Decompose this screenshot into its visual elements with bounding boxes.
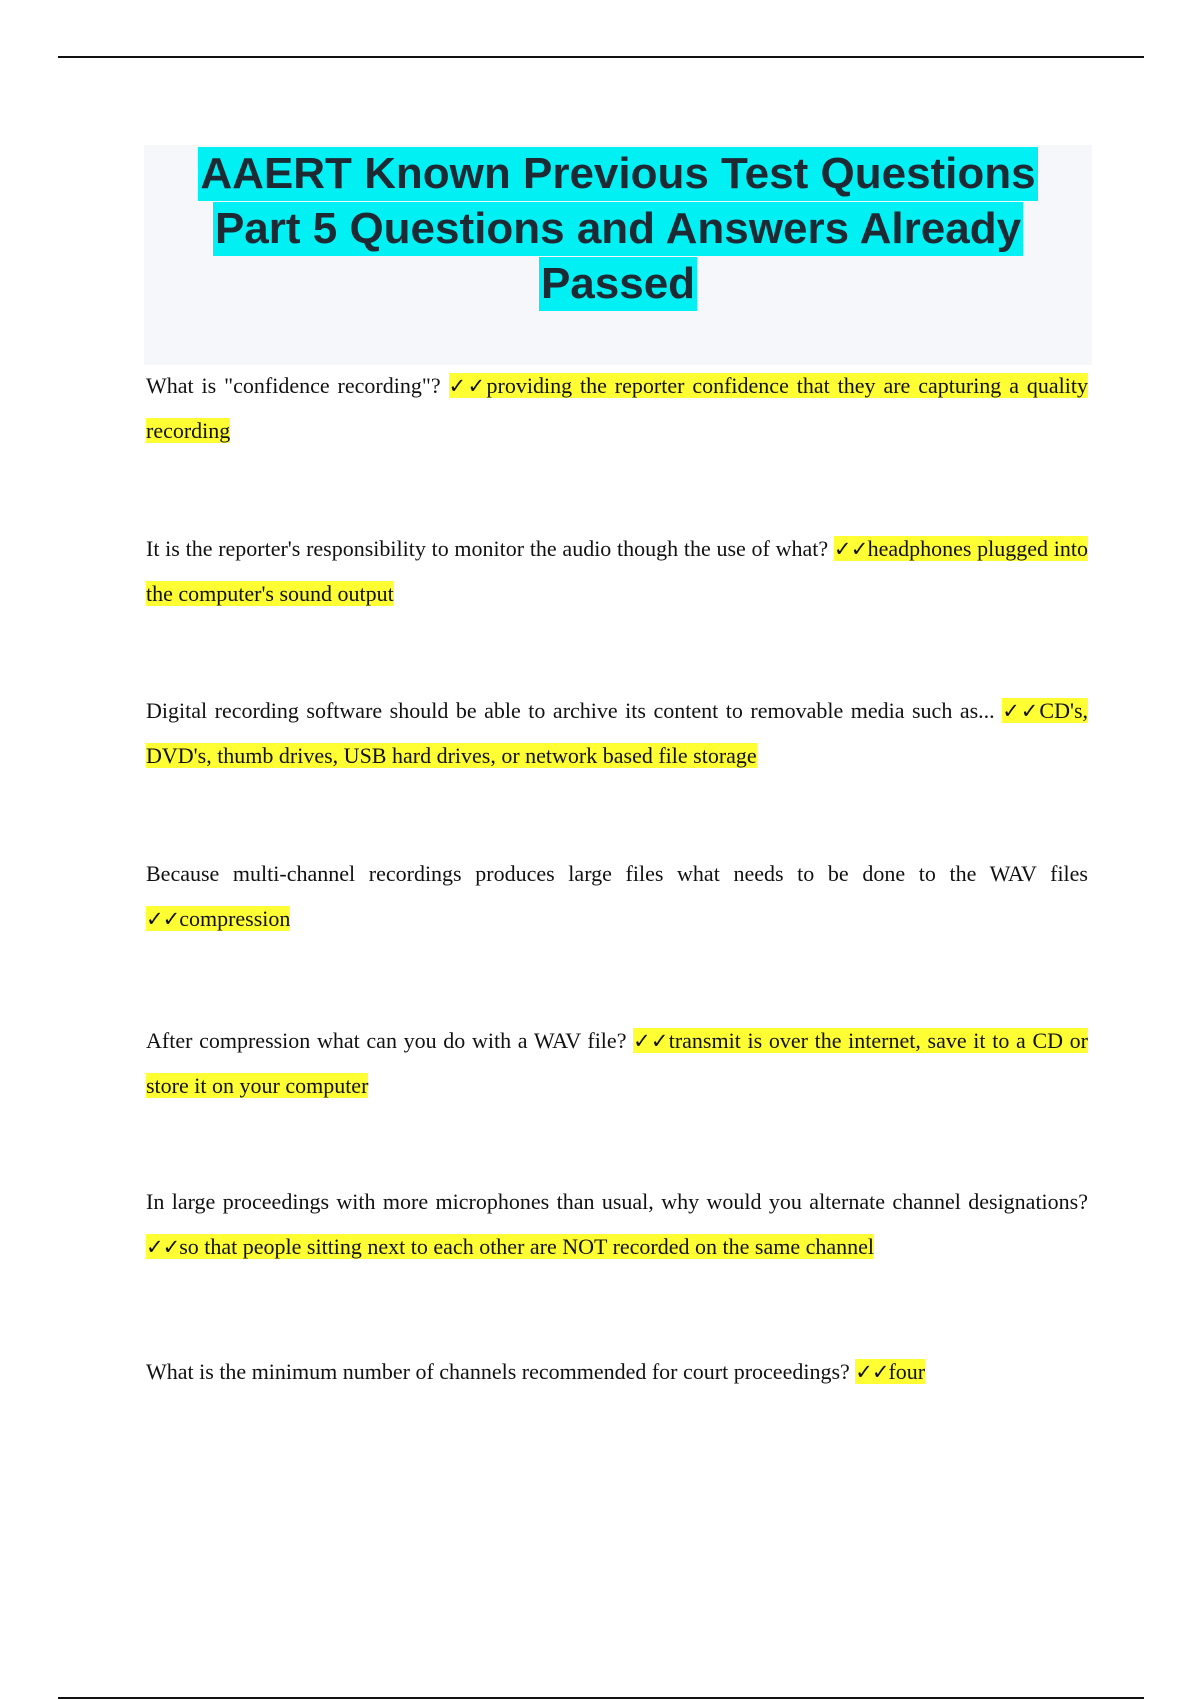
answer-text: ✓✓four — [855, 1359, 926, 1384]
top-rule — [58, 56, 1144, 58]
qa-item-6 — [146, 1180, 1088, 1269]
qa-item-4 — [146, 852, 1088, 941]
double-check-icon: ✓✓ — [448, 374, 487, 398]
question-text: After compression what can you do with a WAV file? — [146, 1028, 627, 1053]
qa-item-1 — [146, 364, 1088, 453]
bottom-rule — [58, 1697, 1144, 1699]
double-check-icon: ✓✓ — [146, 906, 180, 931]
answer-text: ✓✓transmit is over the internet, save it to a CD or store it on your computer — [146, 1028, 1089, 1098]
document-title-line-1: AAERT Known Previous Test Questions — [198, 147, 1037, 201]
answer-text: ✓✓headphones plugged into the computer's sound output — [146, 536, 1088, 606]
question-text: It is the reporter's responsibility to monitor the audio though the use of what? — [146, 536, 829, 561]
document-title-line-3: Passed — [539, 257, 697, 311]
answer-text: ✓✓so that people sitting next to each other are NOT recorded on the same channel — [146, 1233, 874, 1259]
question-text: What is the minimum number of channels recommended for court proceedings? — [146, 1359, 850, 1384]
qa-item-7 — [146, 1350, 1088, 1395]
double-check-icon: ✓✓ — [833, 537, 868, 561]
qa-item-5 — [146, 1019, 1088, 1108]
double-check-icon: ✓✓ — [1002, 699, 1040, 723]
double-check-icon: ✓✓ — [633, 1029, 669, 1053]
question-text: Digital recording software should be able to archive its content to removable media such as... — [146, 698, 995, 723]
question-text: In large proceedings with more microphones than usual, why would you alternate channel designations? — [146, 1189, 1088, 1214]
qa-item-3 — [146, 689, 1088, 778]
document-title-block — [144, 145, 1092, 365]
answer-text: ✓✓CD's, DVD's, thumb drives, USB hard drives, or network based file storage — [146, 698, 1089, 768]
qa-item-2 — [146, 527, 1088, 616]
question-text: Because multi-channel recordings produces large files what needs to be done to the WAV files — [146, 861, 1088, 886]
document-title-line-2: Part 5 Questions and Answers Already — [213, 202, 1023, 256]
double-check-icon: ✓✓ — [855, 1360, 889, 1384]
answer-text: ✓✓providing the reporter confidence that they are capturing a quality recording — [146, 373, 1089, 443]
answer-text: ✓✓compression — [146, 905, 291, 931]
double-check-icon: ✓✓ — [146, 1234, 180, 1259]
question-text: What is "confidence recording"? — [146, 373, 441, 398]
